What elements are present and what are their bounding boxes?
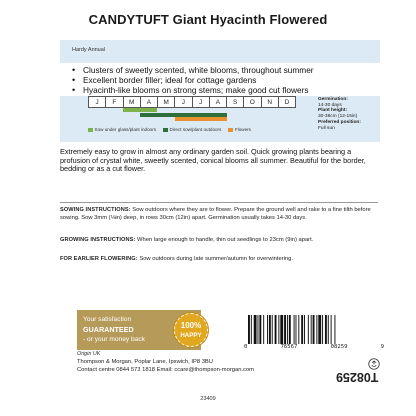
- period-bars: [88, 108, 296, 122]
- guarantee-line1: Your satisfaction: [83, 316, 132, 323]
- month-cell: M: [124, 97, 141, 107]
- guarantee-line3: - or your money back: [83, 336, 145, 343]
- barcode-bar: [254, 315, 257, 344]
- month-cell: J: [193, 97, 210, 107]
- barcode-bar: [296, 315, 297, 344]
- legend-label: Direct sow/plant outdoors: [169, 127, 222, 132]
- position-value: Full sun: [318, 125, 335, 131]
- barcode-bar: [251, 315, 252, 344]
- feature-item: • Hyacinth-like blooms on strong stems; make good cut flowers: [72, 85, 382, 95]
- position-label: Preferred position:: [318, 119, 361, 125]
- catalog-code: T08259: [336, 370, 379, 384]
- barcode-bar: [308, 315, 309, 344]
- legend-flowers: [228, 127, 251, 132]
- legend-swatch: [163, 128, 168, 132]
- legend-swatch: [88, 128, 93, 132]
- contact-line: Contact centre 0844 573 1818 Email: ccare@thompson-morgan.com: [77, 366, 254, 373]
- legend-swatch: [228, 128, 233, 132]
- growing-heading: GROWING INSTRUCTIONS:: [60, 237, 136, 243]
- month-cell: O: [244, 97, 261, 107]
- feature-list: [60, 63, 382, 96]
- month-cell: M: [158, 97, 175, 107]
- barcode-bar: [298, 315, 299, 344]
- barcode-bar: [269, 315, 271, 344]
- barcode-bar: [313, 315, 315, 344]
- barcode-bar: [272, 315, 273, 344]
- sowing-instructions: [60, 207, 378, 222]
- month-cell: J: [89, 97, 106, 107]
- barcode-bar: [275, 315, 277, 344]
- barcode-bar: [280, 315, 283, 344]
- germination-value: 14-30 days: [318, 102, 342, 108]
- barcode-bar: [331, 315, 332, 344]
- growing-instructions: [60, 237, 378, 245]
- recycle-icon: [368, 358, 380, 370]
- product-title: CANDYTUFT Giant Hyacinth Flowered: [88, 12, 328, 27]
- barcode-bar: [259, 315, 261, 344]
- product-description: Extremely easy to grow in almost any ordinary garden soil. Quick growing plants bearing a profusion of crystal white, sweetly scented, conical blooms all summer. Beautiful for the border, bedding or as a cut flower.: [60, 147, 366, 174]
- barcode-bar: [289, 315, 291, 344]
- month-cell: A: [210, 97, 227, 107]
- height-value: 30-38cm (12-15in): [318, 114, 358, 120]
- growing-text: When large enough to handle, thin out seedlings to 23cm (9in) apart.: [135, 237, 314, 243]
- earlier-flowering: [60, 256, 378, 264]
- barcode-bars: [244, 315, 384, 344]
- growing-facts: [318, 97, 380, 131]
- plant-category: Hardy Annual: [72, 47, 106, 53]
- height-label: Plant height:: [318, 108, 348, 114]
- barcode-digits: [244, 344, 384, 350]
- germination-label: Germination:: [318, 97, 348, 102]
- seal-bottom: HAPPY: [180, 332, 202, 339]
- happy-seal-icon: [174, 313, 208, 347]
- barcode-bar: [328, 315, 329, 344]
- barcode-bar: [304, 315, 305, 344]
- barcode: [244, 315, 384, 349]
- barcode-digit-group: 0: [244, 344, 248, 350]
- barcode-digit-group: 08259: [330, 344, 348, 350]
- seal-top: 100%: [180, 321, 202, 330]
- earlier-text: Sow outdoors during late summer/autumn for overwintering.: [137, 256, 294, 262]
- bar-direct-sow: [140, 113, 227, 117]
- barcode-bar: [263, 315, 264, 344]
- legend-direct-sow: [163, 127, 221, 132]
- company-address: [77, 359, 254, 374]
- sowing-text: Sow outdoors where they are to flower. Prepare the ground well and rake to a fine tilth before sowing. Sow 3mm (⅛in) deep, in rows 30cm (12in) apart. Germination usually takes 14-30 days.: [60, 207, 371, 221]
- month-cell: F: [106, 97, 123, 107]
- barcode-bar: [258, 315, 259, 344]
- barcode-bar: [334, 315, 335, 344]
- month-cell: A: [141, 97, 158, 107]
- print-code: 23409: [200, 396, 216, 402]
- barcode-bar: [325, 315, 327, 344]
- legend-label: Flowers: [234, 127, 251, 132]
- barcode-bar: [301, 315, 303, 344]
- feature-item: • Clusters of sweetly scented, white blooms, throughout summer: [72, 65, 382, 75]
- bar-flowers: [175, 117, 227, 121]
- calendar-legend: [88, 127, 251, 132]
- barcode-digit-group: 9: [380, 344, 384, 350]
- barcode-digit-group: 76567: [280, 344, 298, 350]
- origin: Origin UK: [77, 351, 101, 357]
- guarantee-line2: GUARANTEED: [83, 325, 134, 334]
- barcode-bar: [294, 315, 295, 344]
- barcode-bar: [322, 315, 323, 344]
- barcode-bar: [311, 315, 312, 344]
- earlier-heading: FOR EARLIER FLOWERING:: [60, 256, 138, 262]
- month-cell: N: [262, 97, 279, 107]
- sowing-heading: SOWING INSTRUCTIONS:: [60, 207, 131, 213]
- barcode-bar: [267, 315, 268, 344]
- barcode-bar: [278, 315, 279, 344]
- feature-item: • Excellent border filler; ideal for cottage gardens: [72, 75, 382, 85]
- address-line: Thompson & Morgan, Poplar Lane, Ipswich, IP8 3BU: [77, 359, 213, 365]
- month-cell: J: [175, 97, 192, 107]
- legend-sow-under: [88, 127, 156, 132]
- barcode-bar: [284, 315, 286, 344]
- legend-label: Sow under glass/plant indoors: [94, 127, 157, 132]
- barcode-bar: [316, 315, 317, 344]
- month-cell: D: [284, 99, 290, 106]
- barcode-bar: [287, 315, 288, 344]
- divider: [60, 202, 378, 203]
- guarantee-badge: [77, 310, 201, 350]
- barcode-bar: [248, 315, 250, 344]
- barcode-bar: [318, 315, 321, 344]
- month-cell: S: [227, 97, 244, 107]
- bar-sow-under: [123, 108, 158, 112]
- month-calendar: [88, 96, 296, 108]
